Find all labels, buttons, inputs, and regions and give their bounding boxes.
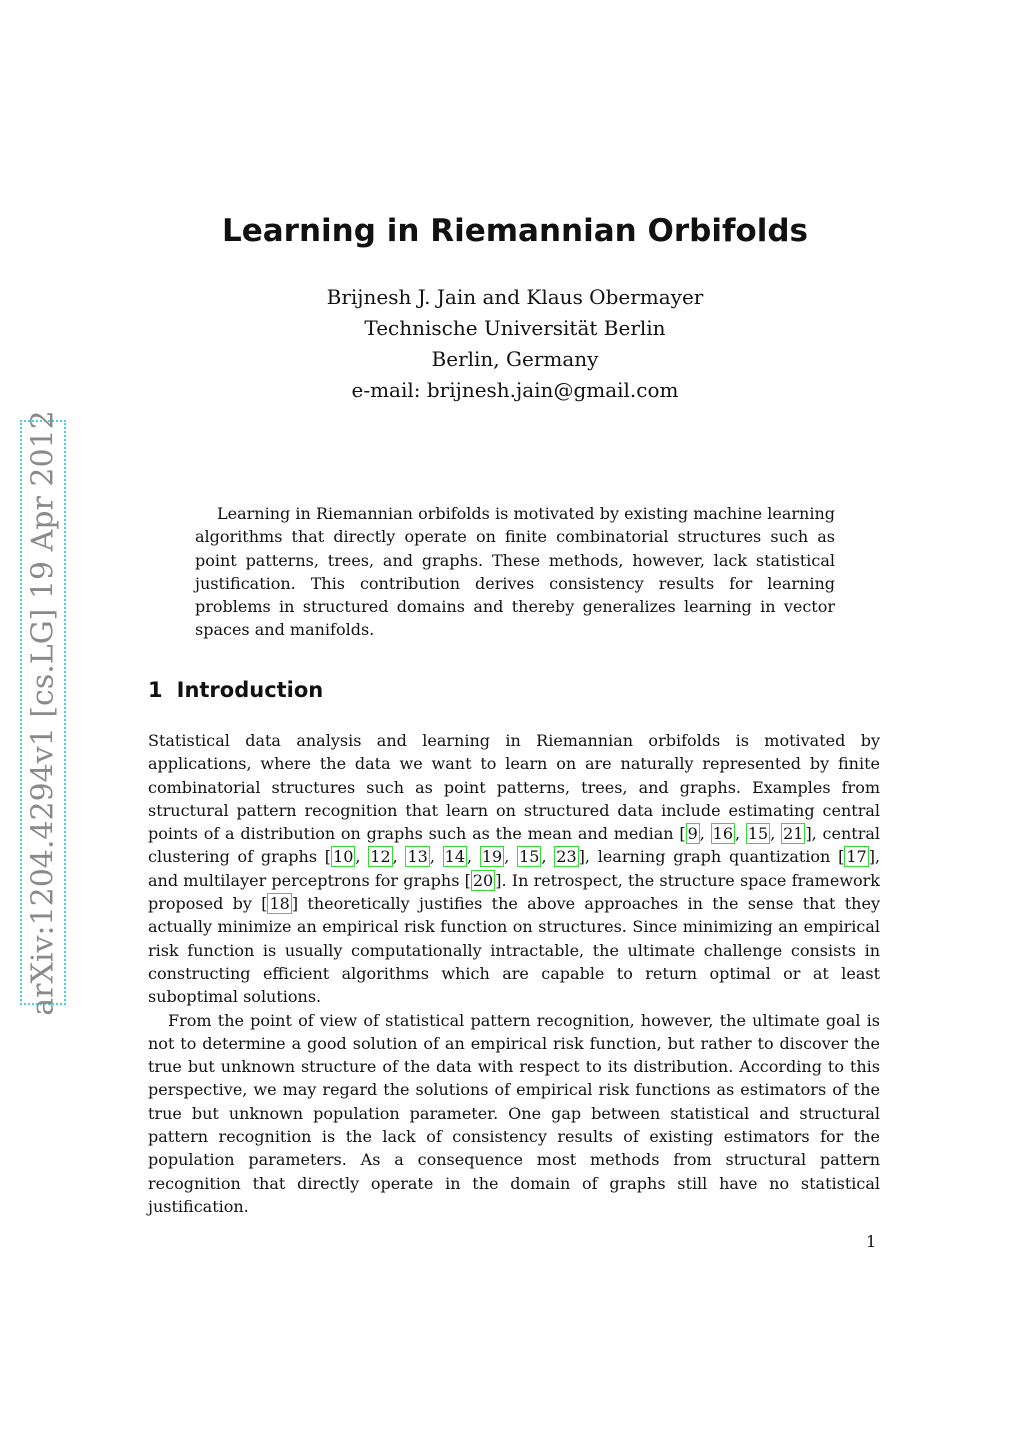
citation-link[interactable]: 12	[370, 847, 391, 867]
citation-link[interactable]: 9	[687, 824, 698, 844]
paragraph-text: ]. In retrospect, the structure space framework proposed by [	[148, 870, 880, 914]
citation-link[interactable]: 20	[472, 870, 494, 890]
citation-link[interactable]: 19	[481, 847, 503, 867]
citation-link[interactable]: 17	[846, 847, 867, 867]
arxiv-id: arXiv:1204.4294v1 [cs.LG] 19 Apr 2012	[25, 409, 61, 1016]
abstract: Learning in Riemannian orbifolds is motivated by existing machine learning algorithms that directly operate on finite combinatorial structures such as point patterns, trees, and graphs. These methods, however, lack statistical justification. This contribution derives consistency results for learning problems in structured domains and thereby generalizes learning in vector spaces and manifolds.	[195, 504, 835, 640]
citation-link[interactable]: 10	[333, 847, 354, 867]
paragraph-text: ], learning graph quantization [	[578, 847, 845, 867]
paragraph-2: From the point of view of statistical pattern recognition, however, the ultimate goal is not to determine a good solution of an empirical risk function, but rather to discover the true but unknown structure of the data with respect to its distribution. According to this perspective, we may regard the solutions of empirical risk functions as estimators of the true but unknown population parameter. One gap between statistical and structural pattern recognition is the lack of consistency results of existing estimators for the population parameters. As a consequence most methods from structural pattern recognition that directly operate in the domain of graphs still have no statistical justification.	[148, 1010, 880, 1216]
section-number: 1	[148, 678, 163, 702]
citation-link[interactable]: 14	[444, 847, 466, 867]
citation-link[interactable]: 18	[269, 894, 290, 914]
arxiv-stamp[interactable]	[20, 409, 66, 1016]
citation-link[interactable]: 23	[556, 847, 577, 867]
paragraph-text: ] theoretically justifies the above approaches in the sense that they actually minimize an empirical risk function on structures. Since minimizing an empirical risk function is usually computationally intractable, the ultimate challenge consists in constructing efficient algorithms which are capable to return optimal or at least suboptimal solutions.	[148, 894, 880, 1007]
citation-link[interactable]: 21	[783, 824, 804, 844]
author-affiliation: Technische Universität Berlin	[364, 316, 666, 340]
author-block	[0, 282, 1024, 406]
citation-link[interactable]: 13	[407, 847, 428, 867]
citation-link[interactable]: 15	[519, 847, 540, 867]
author-names: Brijnesh J. Jain and Klaus Obermayer	[326, 285, 704, 309]
paragraph-text: ], and multilayer perceptrons for graphs [	[148, 847, 881, 890]
body-text	[148, 729, 880, 1218]
section-heading	[148, 678, 323, 702]
paragraph-text: ], central clustering of graphs [	[148, 824, 881, 867]
citation-link[interactable]: 16	[712, 824, 733, 844]
author-location: Berlin, Germany	[431, 347, 599, 371]
paragraph-1: Statistical data analysis and learning in Riemannian orbifolds is motivated by applications, where the data we want to learn on are naturally represented by finite combinatorial structures such as point patterns, trees, and graphs. Examples from structural pattern recognition that learn on structured data include estimating central points of a distribution on graphs such as the mean and median [ 9 , 16 , 15 , 21 ], central clustering of graphs [ 10 , 12 , 13 , 14 , 19 , 15 , 23 ], learning graph quantization [ 17 ], and multilayer perceptrons for graphs [ 20 ]. In retrospect, the structure space framework proposed by [ 18 ] theoretically justifies the above approaches in the sense that they actually minimize an empirical risk function on structures. Since minimizing an empirical risk function is usually computationally intractable, the ultimate challenge consists in constructing efficient algorithms which are capable to return optimal or at least suboptimal solutions.	[148, 731, 881, 1007]
page-number: 1	[866, 1232, 877, 1251]
citation-link[interactable]: 15	[747, 824, 769, 844]
author-email: e-mail: brijnesh.jain@gmail.com	[351, 378, 679, 402]
paper-title: Learning in Riemannian Orbifolds	[221, 213, 809, 249]
paragraph-text: Statistical data analysis and learning in Riemannian orbifolds is motivated by applications, where the data we want to learn on are naturally represented by finite combinatorial structures such as point patterns, trees, and graphs. Examples from structural pattern recognition that learn on structured data include estimating central points of a distribution on graphs such as the mean and median [	[148, 731, 880, 844]
section-title: Introduction	[176, 678, 324, 702]
